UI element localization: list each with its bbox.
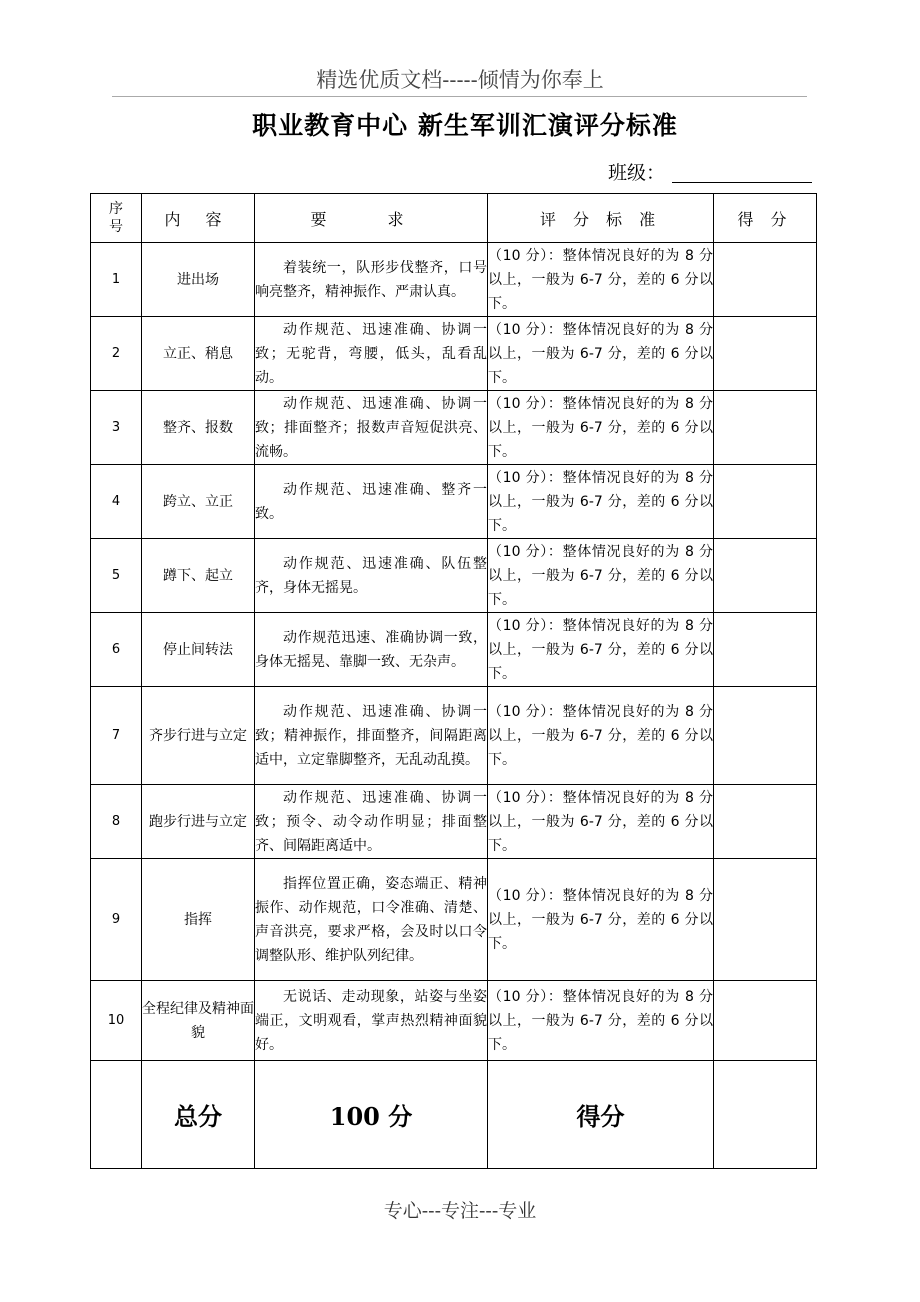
- row-seq: 10: [91, 981, 142, 1061]
- row-requirement: 着装统一，队形步伐整齐，口号响亮整齐，精神振作、严肃认真。: [255, 243, 488, 317]
- row-item: 齐步行进与立定: [142, 687, 255, 785]
- table-header-row: [91, 194, 817, 243]
- row-requirement: 动作规范、迅速准确、队伍整齐，身体无摇晃。: [255, 539, 488, 613]
- table-row: [91, 465, 817, 539]
- row-seq: 6: [91, 613, 142, 687]
- row-criteria: （10 分）：整体情况良好的为 8 分以上，一般为 6-7 分，差的 6 分以下。: [488, 243, 714, 317]
- row-score-cell[interactable]: [714, 243, 817, 317]
- row-score-cell[interactable]: [714, 317, 817, 391]
- row-score-cell[interactable]: [714, 391, 817, 465]
- row-seq: 9: [91, 859, 142, 981]
- row-item: 蹲下、起立: [142, 539, 255, 613]
- header-seq-bottom: 号: [109, 219, 123, 235]
- page-title: 职业教育中心 新生军训汇演评分标准: [252, 111, 678, 140]
- row-criteria: （10 分）：整体情况良好的为 8 分以上，一般为 6-7 分，差的 6 分以下。: [488, 391, 714, 465]
- row-score-cell[interactable]: [714, 785, 817, 859]
- row-seq: 8: [91, 785, 142, 859]
- header-seq: [91, 194, 142, 243]
- header-seq-top: 序: [109, 201, 123, 217]
- row-item: 整齐、报数: [142, 391, 255, 465]
- total-row: [91, 1061, 817, 1169]
- total-value: 100 分: [255, 1061, 488, 1169]
- class-label: 班级：: [608, 162, 666, 184]
- header-content-label: 内 容: [164, 209, 232, 229]
- table-row: [91, 539, 817, 613]
- total-seq-cell: [91, 1061, 142, 1169]
- row-seq: 4: [91, 465, 142, 539]
- total-label: 总分: [142, 1061, 255, 1169]
- row-criteria: （10 分）：整体情况良好的为 8 分以上，一般为 6-7 分，差的 6 分以下。: [488, 465, 714, 539]
- header-score: [714, 194, 817, 243]
- row-criteria: （10 分）：整体情况良好的为 8 分以上，一般为 6-7 分，差的 6 分以下。: [488, 981, 714, 1061]
- table-row: [91, 687, 817, 785]
- row-seq: 7: [91, 687, 142, 785]
- row-criteria: （10 分）：整体情况良好的为 8 分以上，一般为 6-7 分，差的 6 分以下。: [488, 613, 714, 687]
- row-score-cell[interactable]: [714, 539, 817, 613]
- row-item: 跑步行进与立定: [142, 785, 255, 859]
- row-requirement: 动作规范、迅速准确、协调一致；精神振作，排面整齐，间隔距离适中，立定靠脚整齐，无乱动乱摸。: [255, 687, 488, 785]
- header-criteria-label: 评 分 标 准: [539, 209, 662, 229]
- row-seq: 2: [91, 317, 142, 391]
- row-criteria: （10 分）：整体情况良好的为 8 分以上，一般为 6-7 分，差的 6 分以下。: [488, 317, 714, 391]
- class-input-line[interactable]: [672, 182, 812, 183]
- header-criteria: [488, 194, 714, 243]
- total-score-label: 得分: [488, 1061, 714, 1169]
- header-requirement: [255, 194, 488, 243]
- row-criteria: （10 分）：整体情况良好的为 8 分以上，一般为 6-7 分，差的 6 分以下。: [488, 687, 714, 785]
- scoring-table: [90, 193, 817, 1169]
- row-score-cell[interactable]: [714, 687, 817, 785]
- header-score-label: 得 分: [737, 209, 793, 229]
- row-score-cell[interactable]: [714, 613, 817, 687]
- row-criteria: （10 分）：整体情况良好的为 8 分以上，一般为 6-7 分，差的 6 分以下。: [488, 539, 714, 613]
- header-banner: 精选优质文档-----倾情为你奉上: [316, 68, 604, 92]
- table-row: [91, 317, 817, 391]
- row-score-cell[interactable]: [714, 859, 817, 981]
- row-requirement: 无说话、走动现象，站姿与坐姿端正，文明观看，掌声热烈精神面貌好。: [255, 981, 488, 1061]
- table-row: [91, 613, 817, 687]
- table-row: [91, 785, 817, 859]
- table-row: [91, 391, 817, 465]
- row-criteria: （10 分）：整体情况良好的为 8 分以上，一般为 6-7 分，差的 6 分以下。: [488, 785, 714, 859]
- header-requirement-label: 要 求: [310, 209, 432, 229]
- row-item: 进出场: [142, 243, 255, 317]
- row-seq: 3: [91, 391, 142, 465]
- row-requirement: 动作规范迅速、准确协调一致，身体无摇晃、靠脚一致、无杂声。: [255, 613, 488, 687]
- row-requirement: 动作规范、迅速准确、协调一致；无驼背，弯腰，低头，乱看乱动。: [255, 317, 488, 391]
- row-score-cell[interactable]: [714, 981, 817, 1061]
- row-seq: 1: [91, 243, 142, 317]
- header-divider: [112, 96, 807, 97]
- table-row: [91, 243, 817, 317]
- row-requirement: 动作规范、迅速准确、整齐一致。: [255, 465, 488, 539]
- row-item: 指挥: [142, 859, 255, 981]
- table-row: [91, 859, 817, 981]
- row-item: 立正、稍息: [142, 317, 255, 391]
- table-row: [91, 981, 817, 1061]
- footer-text: 专心---专注---专业: [383, 1200, 537, 1222]
- row-score-cell[interactable]: [714, 465, 817, 539]
- row-requirement: 动作规范、迅速准确、协调一致；排面整齐；报数声音短促洪亮、流畅。: [255, 391, 488, 465]
- row-item: 全程纪律及精神面貌: [142, 981, 255, 1061]
- row-seq: 5: [91, 539, 142, 613]
- header-content: [142, 194, 255, 243]
- row-requirement: 指挥位置正确，姿态端正、精神振作、动作规范，口令准确、清楚、声音洪亮，要求严格，会及时以口令调整队形、维护队列纪律。: [255, 859, 488, 981]
- row-criteria: （10 分）：整体情况良好的为 8 分以上，一般为 6-7 分，差的 6 分以下。: [488, 859, 714, 981]
- total-score-cell[interactable]: [714, 1061, 817, 1169]
- row-requirement: 动作规范、迅速准确、协调一致；预令、动令动作明显；排面整齐、间隔距离适中。: [255, 785, 488, 859]
- row-item: 停止间转法: [142, 613, 255, 687]
- row-item: 跨立、立正: [142, 465, 255, 539]
